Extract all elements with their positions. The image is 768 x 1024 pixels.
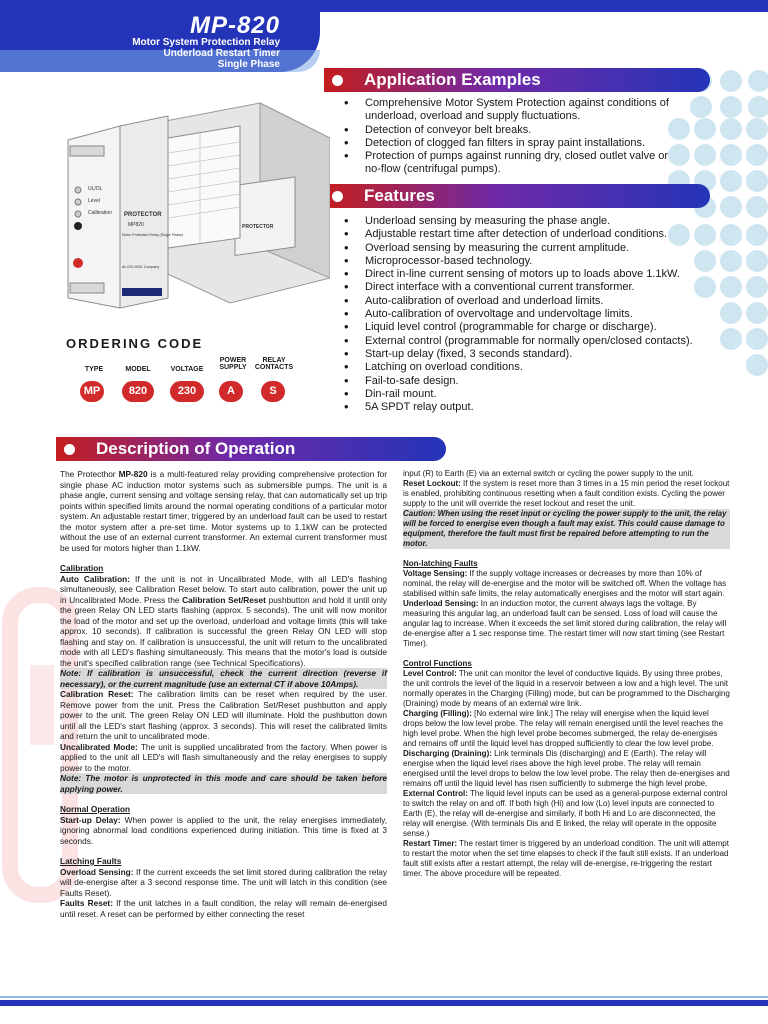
footer-line [0, 996, 768, 998]
device-model-desc: Motor Protection Relay (Single Phase) [122, 233, 184, 237]
calibration-heading: Calibration [60, 563, 104, 573]
startup-delay-paragraph: Start-up Delay: When power is applied to the unit, the relay energises immediately, ignoring abnormal load conditions experienced during initiation. This time is fixed at 3 seconds. [60, 814, 387, 846]
decorative-dot [746, 302, 768, 324]
decorative-dot [720, 144, 742, 166]
control-functions-heading: Control Functions [403, 659, 472, 668]
list-item: • Liquid level control (programmable for charge or discharge). [342, 321, 702, 334]
decorative-dot [748, 96, 768, 118]
list-item: • Microprocessor-based technology. [342, 255, 702, 268]
code-model: 820 [122, 381, 154, 402]
voltage-sensing-paragraph: Voltage Sensing: If the supply voltage increases or decreases by more than 10% of nominal, the relay will de-energise and the motor will be switched off. When the voltage has stabilised within safe limits, the relay automatically energises and the motor will start again. [403, 569, 727, 598]
decorative-dot [720, 196, 742, 218]
footer-bar [0, 1000, 768, 1006]
list-item: • Detection of clogged fan filters in spray paint installations. [342, 137, 687, 150]
description-right-column [403, 469, 730, 879]
decorative-dot [746, 224, 768, 246]
decorative-dot [746, 250, 768, 272]
list-item: • Auto-calibration of overvoltage and undervoltage limits. [342, 308, 702, 321]
latching-faults-heading: Latching Faults [60, 856, 122, 866]
list-item: • Auto-calibration of overload and underload limits. [342, 295, 702, 308]
header-banner [0, 0, 320, 72]
device-brand: PROTECTOR [124, 212, 162, 218]
decorative-dot [720, 276, 742, 298]
reset-lockout-paragraph: Reset Lockout: If the system is reset more than 3 times in a 15 min period the reset lockout is enabled, prohibiting continuous resetting when a fault condition exists. Cycling the power supply to the unit will override the reset lockout and reset the unit. [403, 479, 730, 508]
decorative-dot [748, 70, 768, 92]
decorative-dot [746, 276, 768, 298]
level-control-paragraph: Level Control: The unit can monitor the level of conductive liquids. By using three probes, the unit controls the level of the liquid in a reservoir between a low and a high level. The unit normally operates in the Charging (Filling) mode, but can be programmed to the Discharging (Draining) mode by means of an external wire link. [403, 669, 730, 708]
application-header [324, 68, 710, 92]
subtitle-line-2: Underload Restart Timer [163, 48, 280, 59]
calibration-reset-paragraph: Calibration Reset: The calibration limits can be reset when required by the user. Remove power from the unit. Press the Calibration Set/Reset pushbutton and apply power to the unit. The green Relay ON LED will illuminate. Hold the pushbutton down until all the LED's start flashing (approx. 3 seconds). This will reset the calibrated limits and return the unit to uncalibrated mode. [60, 689, 387, 741]
decorative-dot [694, 118, 716, 140]
discharging-paragraph: Discharging (Draining): Link terminals Dis (discharging) and E (Earth). The relay will energise when the liquid level rises above the high level probe. The relay will remain energised until the level drops to below the low level probe. The relay then de-energises and remains off until the liquid level has risen sufficiently to submerge the high level probe. [403, 749, 730, 788]
application-heading: Application Examples [364, 70, 541, 89]
decorative-dot [720, 328, 742, 350]
overload-sensing-paragraph: Overload Sensing: If the current exceeds the set limit stored during calibration the relay will de-energise after a 3 second response time. The unit will latch in this condition (see Faults Reset). [60, 866, 388, 898]
led-label-ulol: UL/OL [88, 186, 103, 192]
restart-timer-paragraph: Restart Timer: The restart timer is triggered by an underload condition. The unit will attempt to restart the motor when the set time elapses to check if the fault still exists. If an underload fault still exists after a restart attempt, the relay will de-energise, re-triggering the restart timer. The above procedure will be repeated. [403, 839, 729, 878]
underload-sensing-paragraph: Underload Sensing: In an induction motor, the current always lags the voltage. By measuring this angular lag, an underload fault can be sensed. Loss of load will cause the angular lag to increase. When it exceeds the set limit stored during calibration, the relay will de-energise after a 1 sec response time. The restart timer will now start timing (see Restart Timer). [403, 599, 727, 648]
list-item: • External control (programmable for normally open/closed contacts). [342, 335, 702, 348]
caution-note: Caution: When using the reset input or cycling the power supply to the unit, the relay will be forced to energise even though a fault may exist. This could cause damage to equipment, therefore the fault must first be repaired before attempting to run the motor. [403, 509, 730, 549]
decorative-dot [690, 96, 712, 118]
label-relay-contacts: RELAY CONTACTS [254, 357, 294, 371]
decorative-dot [746, 354, 768, 376]
relay-device-image [60, 98, 330, 320]
decorative-dot [720, 70, 742, 92]
decorative-dot [720, 250, 742, 272]
features-list [342, 215, 702, 414]
list-item: • Start-up delay (fixed, 3 seconds standard). [342, 348, 702, 361]
label-voltage: VOLTAGE [170, 366, 204, 373]
decorative-dot [746, 170, 768, 192]
uncalibrated-note: Note: The motor is unprotected in this mode and care should be taken before applying power. [60, 773, 387, 794]
decorative-dot [746, 196, 768, 218]
subtitle-line-1: Motor System Protection Relay [132, 37, 280, 48]
list-item: • Adjustable restart time after detection of underload conditions. [342, 228, 702, 241]
subtitle-line-3: Single Phase [217, 59, 280, 70]
uncalibrated-mode-paragraph: Uncalibrated Mode: The unit is supplied uncalibrated from the factory. When power is applied to the unit all LED's will flash simultaneously and the relay energises to supply power to the motor. [60, 741, 387, 773]
list-item: • Latching on overload conditions. [342, 361, 702, 374]
list-item: • Fail-to-safe design. [342, 375, 702, 388]
application-list [342, 97, 687, 177]
device-iso: An ISO-9001 Company [122, 265, 160, 269]
description-heading: Description of Operation [96, 439, 296, 458]
code-power: A [219, 381, 243, 402]
code-voltage: 230 [170, 381, 204, 402]
auto-calibration-paragraph: Auto Calibration: If the unit is not in Uncalibrated Mode, with all LED's flashing simultaneously, see Calibration Reset below. To start auto calibration, power the unit up in Uncalibrated Mode. Press the Calibration Set/Reset pushbutton and hold it until only the green Relay ON LED starts flashing (approx. 5 seconds). The unit will now monitor the load of the motor and set up the overload, underload and voltage limits (this will take approx. 10 seconds). If calibration is successful the green Relay ON LED will stop flashing and stay on. If calibration is unsuccessful, the unit will return to the uncalibrated mode with all LED's flashing simultaneously. This means that the motor's load is outside the unit's specified calibration range (see Technical Specifications). [60, 573, 388, 668]
product-title: MP-820 [189, 12, 280, 39]
reset-continuation: input (R) to Earth (E) via an external switch or cycling the power supply to the unit. [403, 469, 694, 478]
device-model: MP820 [128, 222, 144, 228]
charging-paragraph: Charging (Filling): [No external wire link.] The relay will energise when the liquid level drops below the low level probe. The relay will remain energised until the level reaches the high level probe. When the high level probe becomes submerged, the relay de-energises and remains off until the liquid level has dropped sufficiently to clear the low level probe. [403, 709, 724, 748]
description-header [56, 437, 446, 461]
list-item: • Din-rail mount. [342, 388, 702, 401]
list-item: • Underload sensing by measuring the phase angle. [342, 215, 702, 228]
normal-operation-heading: Normal Operation [60, 804, 131, 814]
code-relay: S [261, 381, 285, 402]
list-item: • Overload sensing by measuring the current amplitude. [342, 242, 702, 255]
list-item: • 5A SPDT relay output. [342, 401, 702, 414]
faults-reset-paragraph: Faults Reset: If the unit latches in a fault condition, the relay will remain de-energised until reset. A reset can be performed by either connecting the reset [60, 898, 387, 919]
decorative-dot [720, 170, 742, 192]
list-item: • Protection of pumps against running dry, closed outlet valve or no-flow (centrifugal pumps). [342, 150, 687, 177]
intro-paragraph: The Protecthor MP-820 is a multi-featured relay providing comprehensive protection for single phase AC induction motor systems such as submersible pumps. The unit is a phase angle, current sensing and voltage sensing relay, that can automatically set up trip points within specified limits around the normal operating conditions of a particular motor system. An adjustable restart timer, triggered by an underload fault can be used to restart the motor system after a pre-set time. Motor systems up to 1.1kW can be protected without the use of an external current transformer. An external current transformer must be used for motors higher than 1.1kW. [60, 469, 387, 553]
features-header [324, 184, 710, 208]
label-power-supply: POWER SUPPLY [219, 357, 247, 371]
led-label-level: Level [88, 198, 100, 204]
list-item: • Comprehensive Motor System Protection against conditions of underload, overload and supply fluctuations. [342, 97, 687, 124]
code-type: MP [80, 381, 104, 402]
list-item: • Direct in-line current sensing of motors up to loads above 1.1kW. [342, 268, 702, 281]
features-heading: Features [364, 186, 435, 205]
decorative-dot [746, 328, 768, 350]
decorative-dot [694, 144, 716, 166]
external-control-paragraph: External Control: The liquid level inputs can be used as a general-purpose external control to switch the relay on and off. If both high (Hi) and low (Lo) level inputs are connected to Earth (E), the relay will de-energise and similarly, if both Hi and Lo are disconnected, the relay will energise. (With terminals Dis and E linked, the relay will operate in the opposite sense.) [403, 789, 728, 838]
non-latching-heading: Non-latching Faults [403, 559, 478, 568]
decorative-dot [746, 118, 768, 140]
list-item: • Direct interface with a conventional current transformer. [342, 281, 702, 294]
decorative-dot [720, 118, 742, 140]
label-type: TYPE [84, 366, 104, 373]
description-left-column [60, 469, 387, 919]
decorative-dot [720, 224, 742, 246]
decorative-dot [720, 302, 742, 324]
label-model: MODEL [125, 366, 151, 373]
device-brand-side: PROTECTOR [242, 224, 274, 230]
ordering-heading: ORDERING CODE [66, 336, 204, 351]
calibration-note: Note: If calibration is unsuccessful, check the current direction (reverse if necessary), or the current magnitude (use an external CT if above 10Amps). [60, 668, 387, 689]
led-label-calibration: Calibration [88, 210, 112, 216]
decorative-dot [720, 96, 742, 118]
list-item: • Detection of conveyor belt breaks. [342, 124, 687, 137]
decorative-dot [746, 144, 768, 166]
